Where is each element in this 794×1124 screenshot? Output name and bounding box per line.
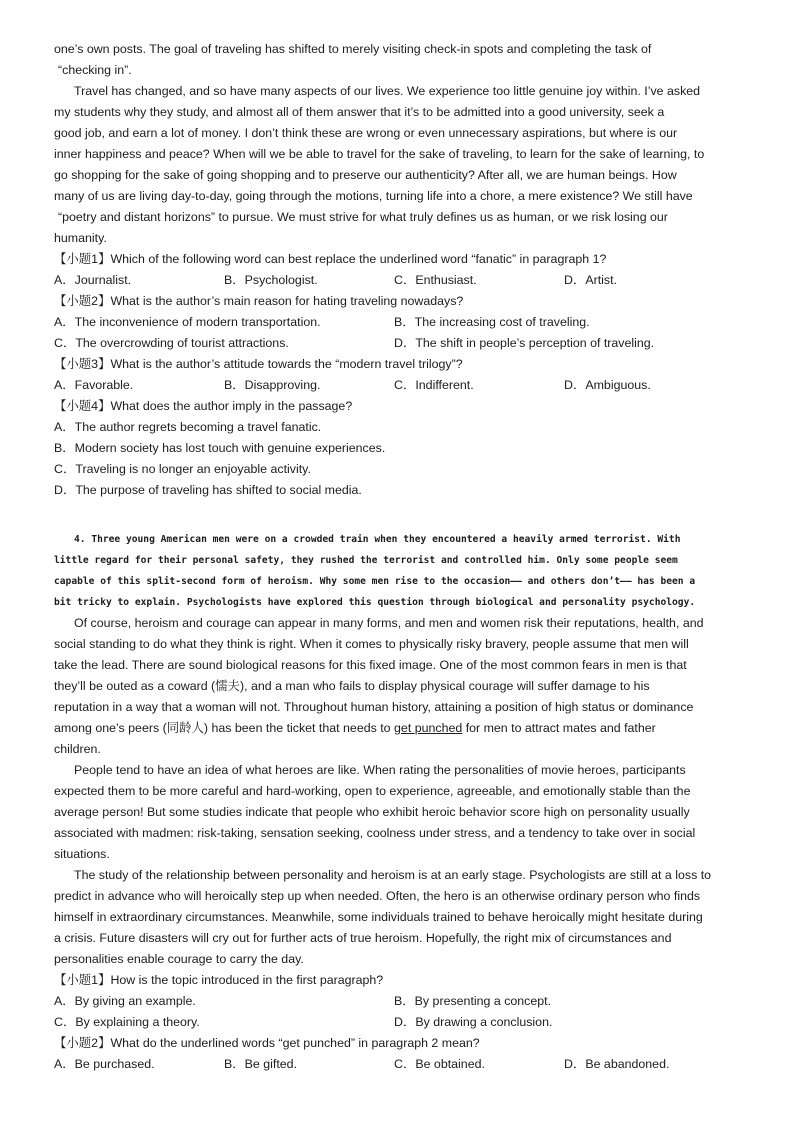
passage4-intro-line: little regard for their personal safety, they rushed the terrorist and controlled him. Only some people seem <box>54 555 678 566</box>
passage3-line: Travel has changed, and so have many aspects of our lives. We experience too little genuine joy within. I’ve asked <box>74 84 701 98</box>
passage3-line: go shopping for the sake of going shopping and to preserve our authenticity? After all, we are human beings. How <box>54 168 677 182</box>
question-stem: 【小题2】What is the author’s main reason for hating traveling nowadays? <box>54 294 464 308</box>
option-b: B．Be gifted. <box>224 1057 298 1071</box>
option-b: B．Disapproving. <box>224 378 321 392</box>
option-c: C．Indifferent. <box>394 378 474 392</box>
option-d: D．By drawing a conclusion. <box>394 1015 553 1029</box>
option-a: A．Be purchased. <box>54 1057 155 1071</box>
option-a: A．Favorable. <box>54 378 134 392</box>
passage4-line: children. <box>54 742 101 756</box>
option-c: C．Be obtained. <box>394 1057 485 1071</box>
passage4-line: associated with madmen: risk-taking, sensation seeking, coolness under stress, and a tendency to take over in social <box>54 826 696 840</box>
question-stem: 【小题1】How is the topic introduced in the first paragraph? <box>54 973 384 987</box>
passage4-line: himself in extraordinary circumstances. Meanwhile, some individuals trained to behave heroically might hesitate during <box>54 910 703 924</box>
passage4-line: a crisis. Future disasters will cry out for further acts of true heroism. Hopefully, the right mix of circumstances and <box>54 931 672 945</box>
passage3-line: inner happiness and peace? When will we be able to travel for the sake of traveling, to learn for the sake of learning, to <box>54 147 705 161</box>
option-c: C．Traveling is no longer an enjoyable activity. <box>54 462 311 476</box>
passage4-line: average person! But some studies indicate that people who exhibit heroic behavior score high on personality usually <box>54 805 690 819</box>
option-d: D．Be abandoned. <box>564 1057 670 1071</box>
passage4-line: reputation in a way that a woman will not. Throughout human history, attaining a position of high status or dominance <box>54 700 694 714</box>
question-stem: 【小题4】What does the author imply in the passage? <box>54 399 353 413</box>
passage4-line: People tend to have an idea of what heroes are like. When rating the personalities of movie heroes, participants <box>74 763 686 777</box>
passage4-line: take the lead. There are sound biological reasons for this fixed image. One of the most common fears in men is that <box>54 658 687 672</box>
option-a: A．By giving an example. <box>54 994 196 1008</box>
option-d: D．The shift in people’s perception of traveling. <box>394 336 655 350</box>
option-a: A．The author regrets becoming a travel fanatic. <box>54 420 322 434</box>
option-b: B．Modern society has lost touch with genuine experiences. <box>54 441 386 455</box>
option-c: C．By explaining a theory. <box>54 1015 200 1029</box>
option-b: B．Psychologist. <box>224 273 318 287</box>
passage4-line: situations. <box>54 847 110 861</box>
passage4-line: The study of the relationship between personality and heroism is at an early stage. Psychologists are still at a loss to <box>74 868 712 882</box>
passage4-intro-line: bit tricky to explain. Psychologists have explored this question through biological and personality psychology. <box>54 597 696 608</box>
passage4-intro-line: 4. Three young American men were on a crowded train when they encountered a heavily armed terrorist. With <box>74 534 681 545</box>
question-stem: 【小题1】Which of the following word can best replace the underlined word “fanatic” in paragraph 1? <box>54 252 607 266</box>
passage4-line: they’ll be outed as a coward (懦夫), and a man who fails to display physical courage will suffer damage to his <box>54 679 650 693</box>
question-stem: 【小题3】What is the author’s attitude towards the “modern travel trilogy”? <box>54 357 463 371</box>
passage4-line: Of course, heroism and courage can appear in many forms, and men and women risk their reputations, health, and <box>74 616 704 630</box>
option-b: B．By presenting a concept. <box>394 994 552 1008</box>
question-stem: 【小题2】What do the underlined words “get punched” in paragraph 2 mean? <box>54 1036 480 1050</box>
passage3-line: humanity. <box>54 231 107 245</box>
option-b: B．The increasing cost of traveling. <box>394 315 590 329</box>
passage4-intro-line: capable of this split-second form of heroism. Why some men rise to the occasion—— and others don’t—— has been a <box>54 576 696 587</box>
passage3-line: many of us are living day-to-day, going through the motions, turning life into a chore, a mere existence? We still have <box>54 189 693 203</box>
option-d: D．Ambiguous. <box>564 378 651 392</box>
option-d: D．The purpose of traveling has shifted to social media. <box>54 483 362 497</box>
passage3-line: my students why they study, and almost all of them answer that it’s to be admitted into a good university, seek a <box>54 105 665 119</box>
passage3-line: “poetry and distant horizons” to pursue. We must strive for what truly defines us as human, or we risk losing our <box>58 210 668 224</box>
passage4-line: expected them to be more careful and hard-working, open to experience, agreeable, and emotionally stable than the <box>54 784 691 798</box>
option-c: C．The overcrowding of tourist attractions. <box>54 336 289 350</box>
passage4-line: predict in advance who will heroically step up when needed. Often, the hero is an otherwise ordinary person who finds <box>54 889 701 903</box>
passage4-line: social standing to do what they think is right. When it comes to physically risky bravery, people assume that men will <box>54 637 689 651</box>
option-c: C．Enthusiast. <box>394 273 477 287</box>
passage4-line <box>54 718 656 738</box>
passage4-line: personalities enable courage to carry the day. <box>54 952 304 966</box>
option-d: D．Artist. <box>564 273 618 287</box>
passage3-line: “checking in”. <box>58 63 132 77</box>
underlined-phrase: get punched <box>394 721 463 735</box>
passage4-text: for men to attract mates and father <box>462 721 656 735</box>
option-a: A．Journalist. <box>54 273 132 287</box>
passage4-text: among one’s peers (同龄人) has been the ticket that needs to <box>54 721 395 735</box>
passage3-line: one’s own posts. The goal of traveling has shifted to merely visiting check-in spots and completing the task of <box>54 42 652 56</box>
option-a: A．The inconvenience of modern transportation. <box>54 315 321 329</box>
passage3-line: good job, and earn a lot of money. I don’t think these are wrong or even unnecessary aspirations, but where is our <box>54 126 678 140</box>
